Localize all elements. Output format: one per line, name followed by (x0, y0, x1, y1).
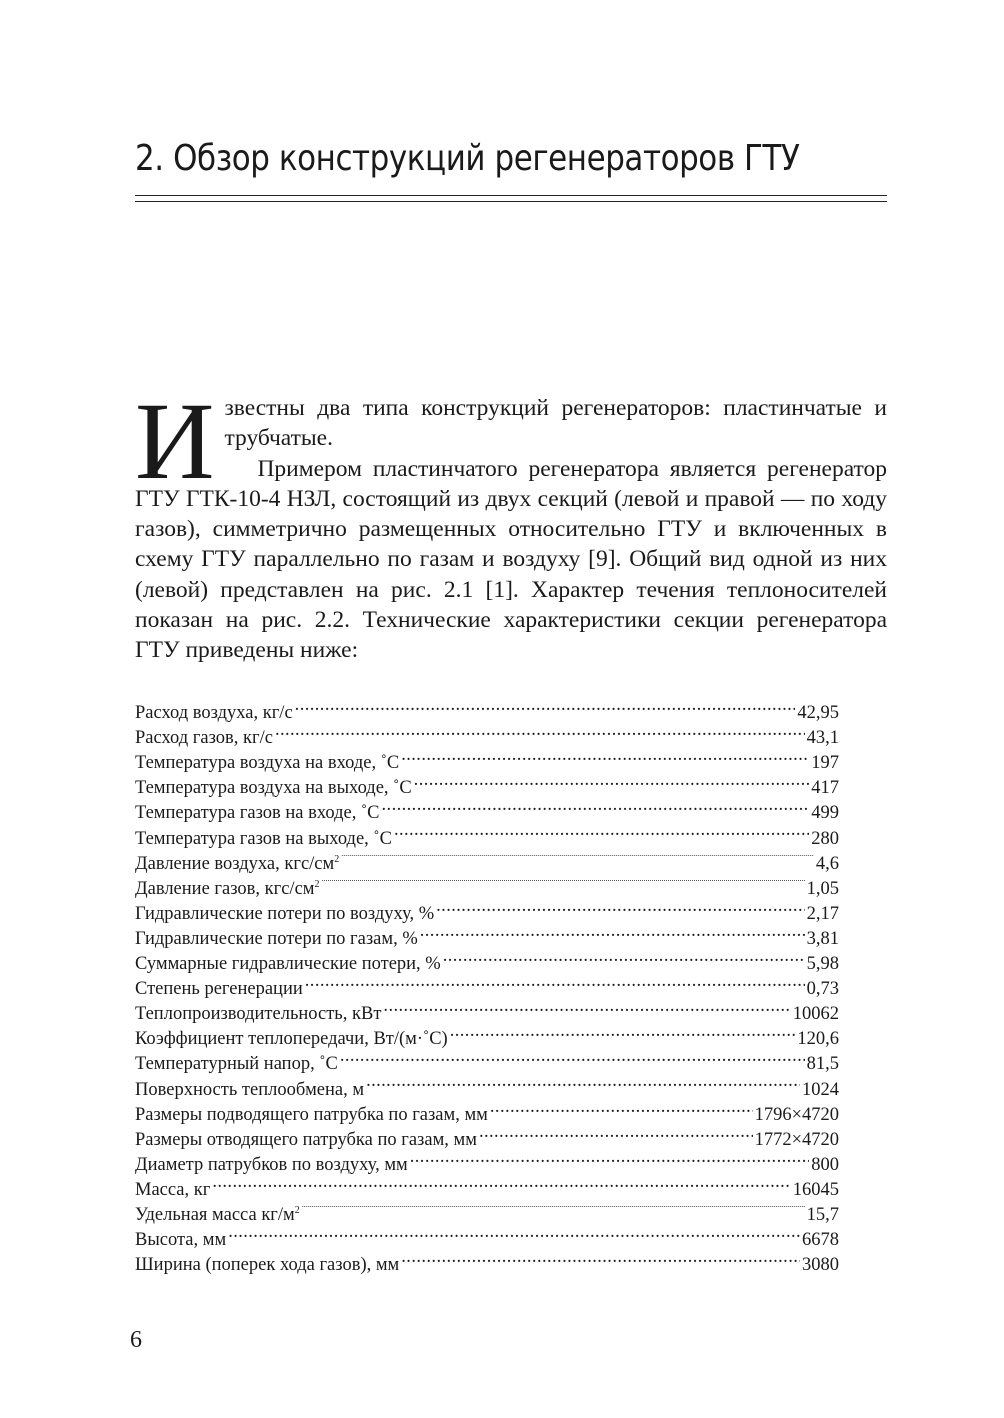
spec-value: 499 (811, 803, 839, 824)
paragraph-example: Примером пластинчатого регенератора является регенератор ГТУ ГТК-10-4 НЗЛ, состоящий из двух секций (левой и правой — по ходу газов), симметрично размещенных относительно ГТУ и включенных в схему ГТУ параллельно по газам и воздуху [9]. Общий вид одной из них (левой) представлен на рис. 2.1 [1]. Характер течения теплоносителей показан на рис. 2.2. Технические характеристики секции регенератора ГТУ приведены ниже: (135, 455, 887, 664)
spec-row (135, 1220, 839, 1251)
spec-label-text: Высота, мм (135, 1230, 227, 1251)
spec-value: 0,73 (806, 979, 839, 1000)
spec-label-text: Размеры отводящего патрубка по газам, мм (135, 1129, 477, 1150)
leader-dots (479, 1120, 753, 1145)
spec-label (135, 877, 319, 902)
spec-label-text: Масса, кг (135, 1179, 211, 1200)
leader-dots (383, 994, 790, 1019)
spec-label (135, 902, 434, 927)
spec-label (135, 701, 293, 726)
spec-label (135, 1078, 364, 1103)
spec-label-text: Гидравлические потери по воздуху, % (135, 903, 435, 924)
spec-value: 120,6 (797, 1029, 839, 1050)
spec-row (135, 1245, 839, 1276)
spec-row (135, 1170, 839, 1200)
leader-dots (401, 743, 809, 768)
spec-label-text: Поверхность теплообмена, м (135, 1079, 365, 1100)
paragraph-intro-text: звестны два типа конструкций регенераторов: пластинчатые и трубчатые. (224, 395, 887, 452)
leader-dots (401, 1245, 800, 1270)
spec-value: 16045 (792, 1179, 839, 1200)
spec-label (135, 751, 399, 776)
spec-value: 197 (811, 753, 839, 774)
spec-value: 280 (811, 828, 839, 849)
spec-label (135, 1228, 226, 1253)
spec-value: 5,98 (806, 954, 839, 975)
leader-dots (443, 944, 805, 969)
leader-dots (302, 1195, 805, 1220)
leader-dots (414, 768, 810, 793)
spec-label (135, 1002, 381, 1027)
spec-value: 417 (811, 778, 839, 799)
spec-label (135, 776, 412, 801)
spec-value: 81,5 (806, 1054, 839, 1075)
leader-dots (450, 1019, 796, 1044)
leader-dots (275, 718, 805, 743)
spec-label (135, 1253, 399, 1278)
spec-value: 1796×4720 (754, 1104, 839, 1125)
spec-label-text: Температура воздуха на выходе, ˚С (135, 778, 412, 799)
spec-label-text: Гидравлические потери по газам, % (135, 928, 418, 949)
spec-label-superscript: 2 (334, 853, 340, 865)
leader-dots (340, 1044, 805, 1069)
spec-label (135, 1178, 210, 1203)
leader-dots (490, 1095, 753, 1120)
spec-list (135, 693, 839, 1276)
leader-dots (341, 844, 814, 869)
leader-dots (321, 869, 804, 894)
leader-dots (212, 1170, 790, 1195)
spec-value: 1772×4720 (754, 1129, 839, 1150)
spec-label-text: Давление газов, кгс/см (135, 878, 315, 899)
leader-dots (295, 693, 796, 718)
leader-dots (394, 818, 809, 843)
spec-label-text: Удельная масса кг/м (135, 1204, 295, 1225)
spec-value: 15,7 (806, 1204, 839, 1225)
spec-value: 3,81 (806, 928, 839, 949)
spec-value: 43,1 (806, 728, 839, 749)
spec-label (135, 1052, 338, 1077)
spec-label-text: Суммарные гидравлические потери, % (135, 954, 441, 975)
drop-cap: И (135, 380, 215, 502)
leader-dots (420, 919, 805, 944)
spec-value: 2,17 (806, 903, 839, 924)
spec-label-text: Степень регенерации (135, 979, 303, 1000)
spec-label (135, 726, 273, 751)
chapter-title: 2. Обзор конструкций регенераторов ГТУ (135, 138, 800, 179)
leader-dots (305, 969, 805, 994)
body-text (135, 380, 887, 666)
spec-value: 4,6 (815, 853, 839, 874)
spec-label-text: Коэффициент теплопередачи, Вт/(м·˚С) (135, 1029, 448, 1050)
paragraph-intro (135, 380, 887, 502)
spec-value: 1,05 (806, 878, 839, 899)
leader-dots (436, 894, 804, 919)
page-number: 6 (130, 1327, 142, 1353)
spec-label (135, 927, 418, 952)
leader-dots (228, 1220, 800, 1245)
spec-label (135, 977, 303, 1002)
spec-label (135, 1103, 488, 1128)
spec-label-text: Ширина (поперек хода газов), мм (135, 1255, 400, 1276)
spec-label-text: Температура воздуха на входе, ˚С (135, 753, 400, 774)
spec-value: 1024 (802, 1079, 839, 1100)
spec-label-text: Диаметр патрубков по воздуху, мм (135, 1154, 408, 1175)
spec-label (135, 801, 380, 826)
leader-dots (410, 1145, 810, 1170)
spec-value: 6678 (802, 1230, 839, 1251)
spec-label-superscript: 2 (314, 878, 320, 890)
spec-label-superscript: 2 (294, 1204, 300, 1216)
spec-label-text: Расход воздуха, кг/с (135, 703, 293, 724)
spec-label-text: Давление воздуха, кгс/см (135, 853, 335, 874)
spec-label-text: Теплопроизводительность, кВт (135, 1004, 382, 1025)
spec-value: 10062 (792, 1004, 839, 1025)
spec-label-text: Температурный напор, ˚С (135, 1054, 338, 1075)
spec-label-text: Расход газов, кг/с (135, 728, 273, 749)
spec-value: 800 (811, 1154, 839, 1175)
spec-label-text: Температура газов на выходе, ˚С (135, 828, 392, 849)
leader-dots (382, 793, 810, 818)
spec-value: 42,95 (797, 703, 839, 724)
spec-label-text: Размеры подводящего патрубка по газам, мм (135, 1104, 488, 1125)
spec-label (135, 852, 339, 877)
title-double-rule (135, 195, 887, 202)
spec-row (135, 1195, 839, 1225)
leader-dots (366, 1069, 800, 1094)
spec-label-text: Температура газов на входе, ˚С (135, 803, 380, 824)
spec-row (135, 693, 839, 724)
spec-value: 3080 (802, 1255, 839, 1276)
